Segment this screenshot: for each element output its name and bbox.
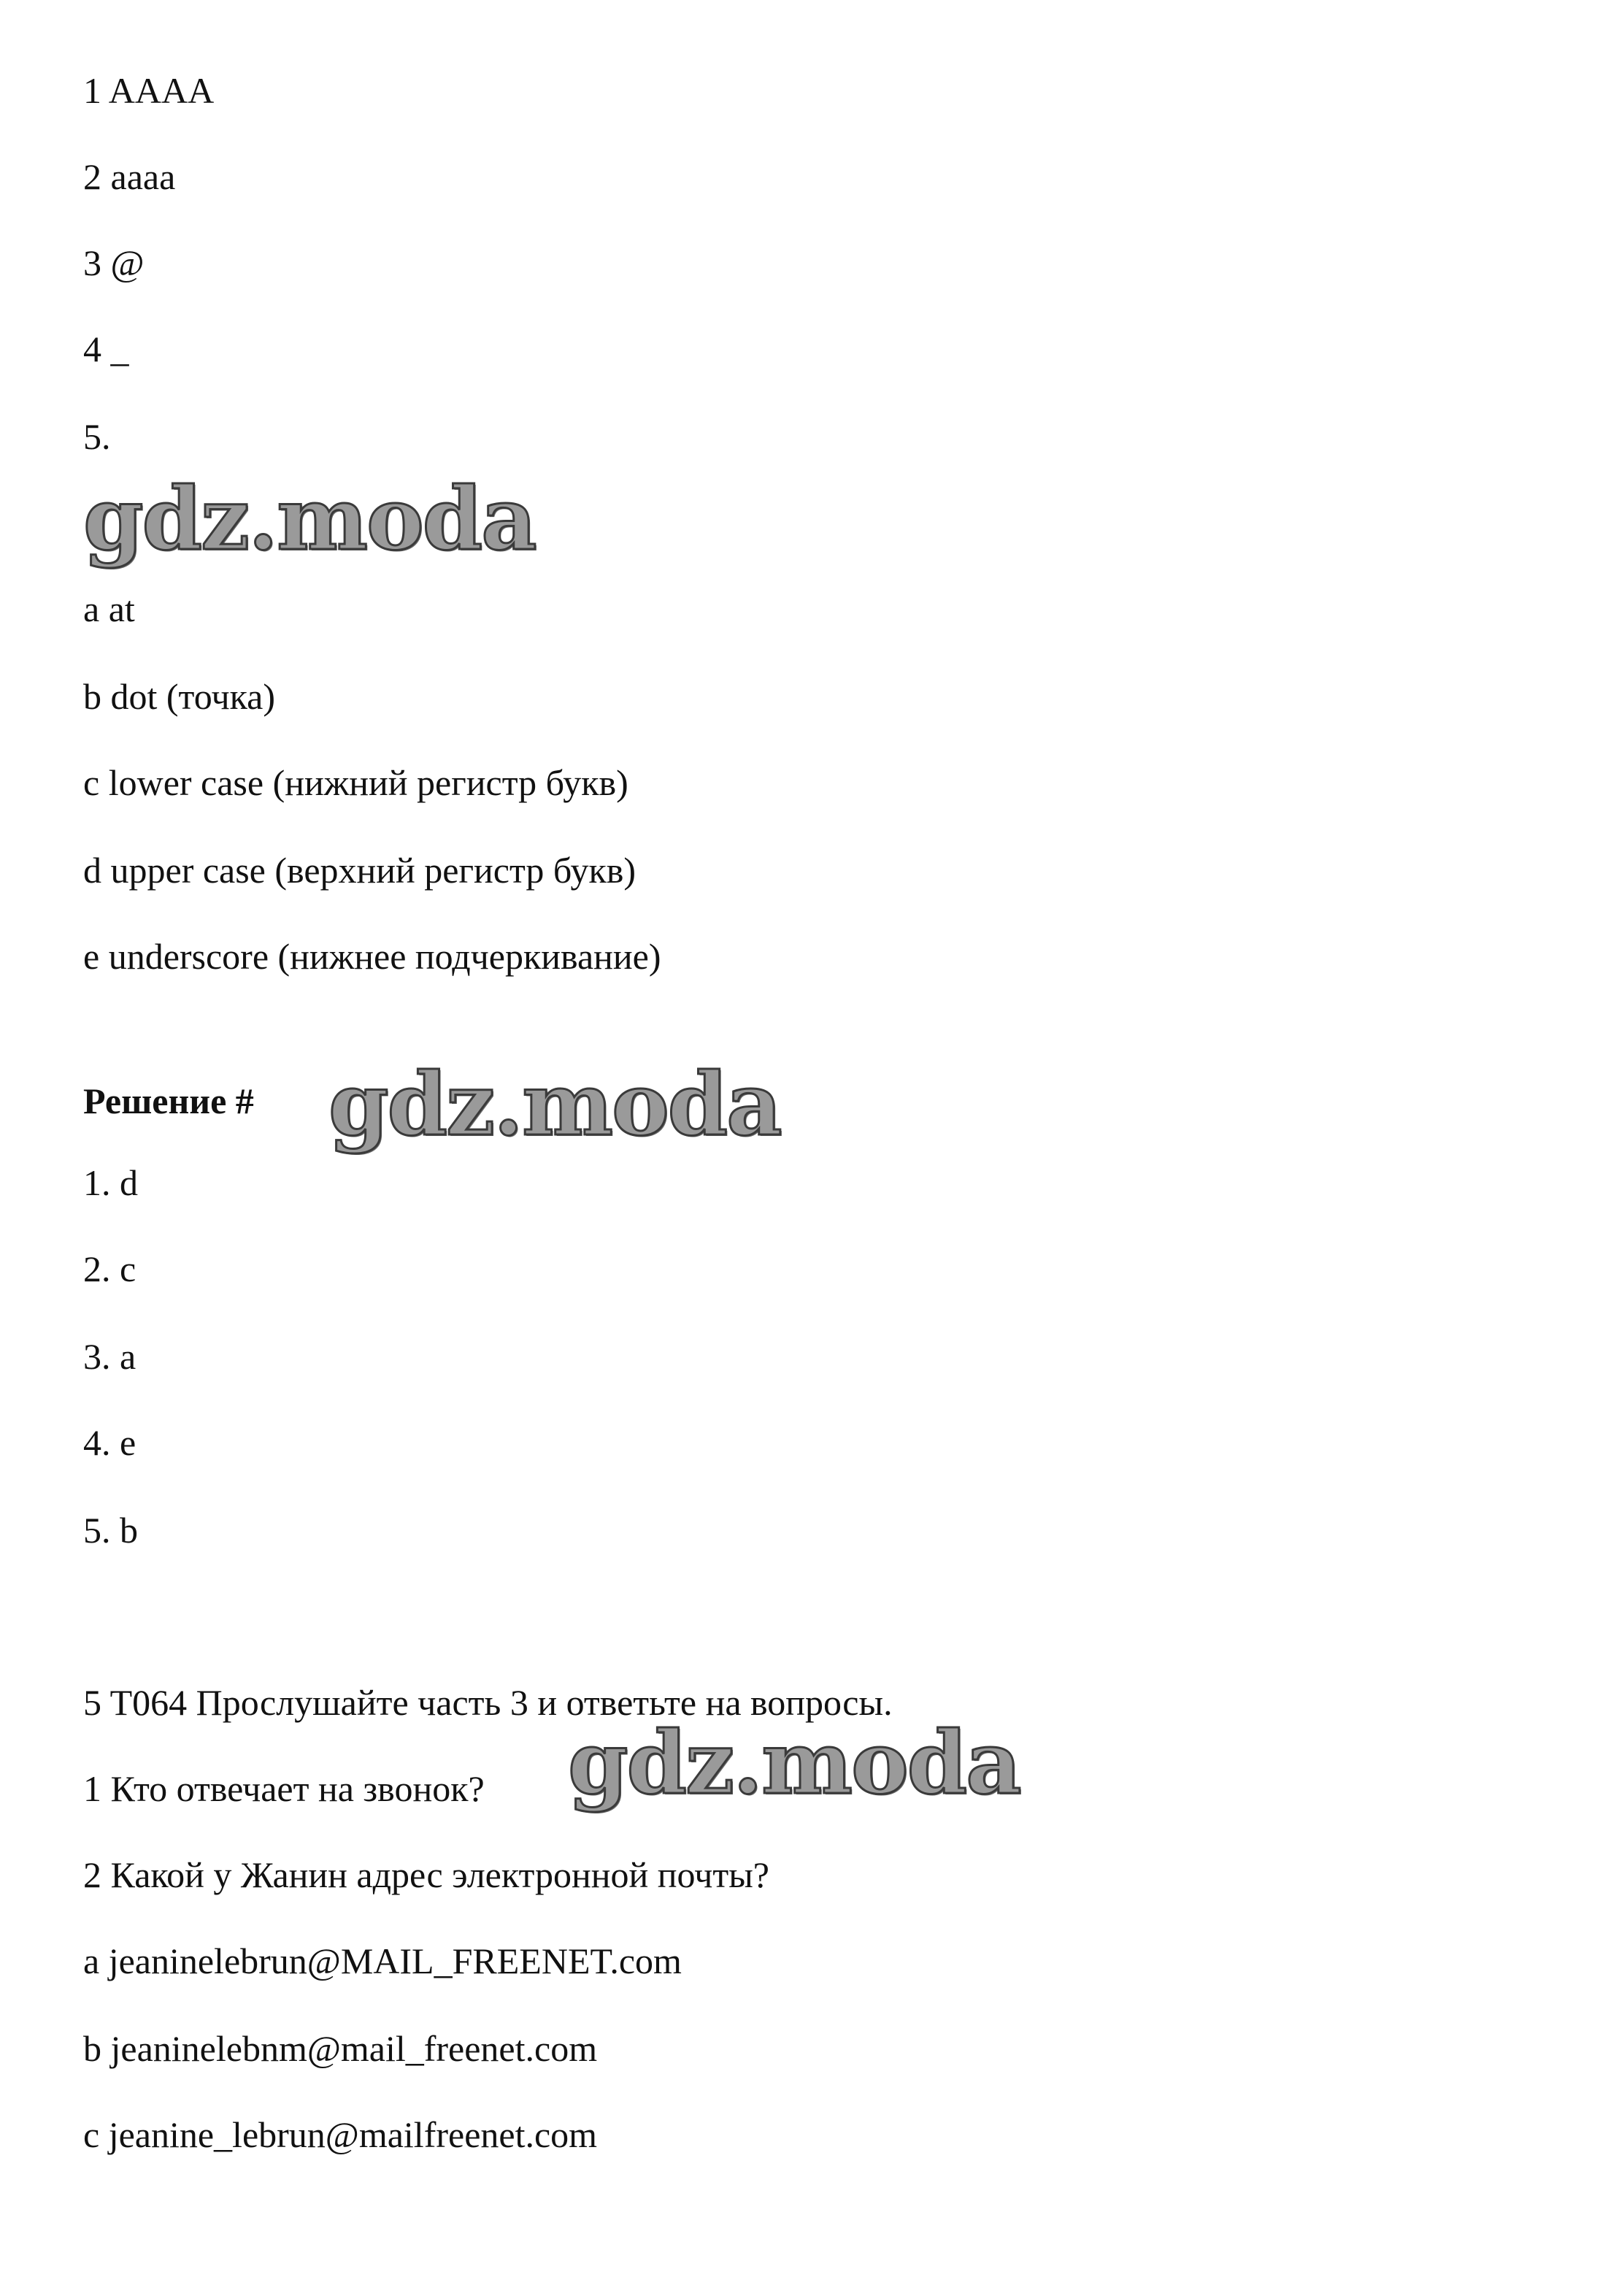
task5-question-2: 2 Какой у Жанин адрес электронной почты? bbox=[83, 1854, 769, 1895]
task5-option-b: b jeaninelebnm@mail_freenet.com bbox=[83, 2028, 598, 2069]
watermark-1: gdz.moda bbox=[83, 468, 536, 569]
option-e: e underscore (нижнее подчеркивание) bbox=[83, 936, 661, 977]
answer-2: 2. c bbox=[83, 1248, 136, 1289]
line-5: 5. bbox=[83, 416, 111, 457]
option-c: c lower case (нижний регистр букв) bbox=[83, 762, 628, 803]
watermark-3: gdz.moda bbox=[568, 1712, 1020, 1813]
task5-question-1: 1 Кто отвечает на звонок? bbox=[83, 1768, 485, 1809]
task5-title: 5 T064 Прослушайте часть 3 и ответьте на вопросы. bbox=[83, 1682, 893, 1723]
watermark-2: gdz.moda bbox=[328, 1053, 781, 1155]
answer-3: 3. a bbox=[83, 1336, 136, 1377]
line-3: 3 @ bbox=[83, 242, 145, 283]
task5-option-c: c jeanine_lebrun@mailfreenet.com bbox=[83, 2114, 598, 2155]
option-a: a at bbox=[83, 588, 135, 629]
task5-option-a: a jeaninelebrun@MAIL_FREENET.com bbox=[83, 1940, 682, 1981]
option-d: d upper case (верхний регистр букв) bbox=[83, 850, 636, 891]
line-4: 4 _ bbox=[83, 329, 129, 369]
option-b: b dot (точка) bbox=[83, 676, 275, 717]
line-1: 1 AAAA bbox=[83, 70, 215, 111]
answer-1: 1. d bbox=[83, 1162, 138, 1203]
answer-5: 5. b bbox=[83, 1510, 138, 1551]
line-2: 2 aaaa bbox=[83, 156, 176, 197]
answer-4: 4. e bbox=[83, 1422, 136, 1463]
solution-heading: Решение # bbox=[83, 1080, 254, 1121]
